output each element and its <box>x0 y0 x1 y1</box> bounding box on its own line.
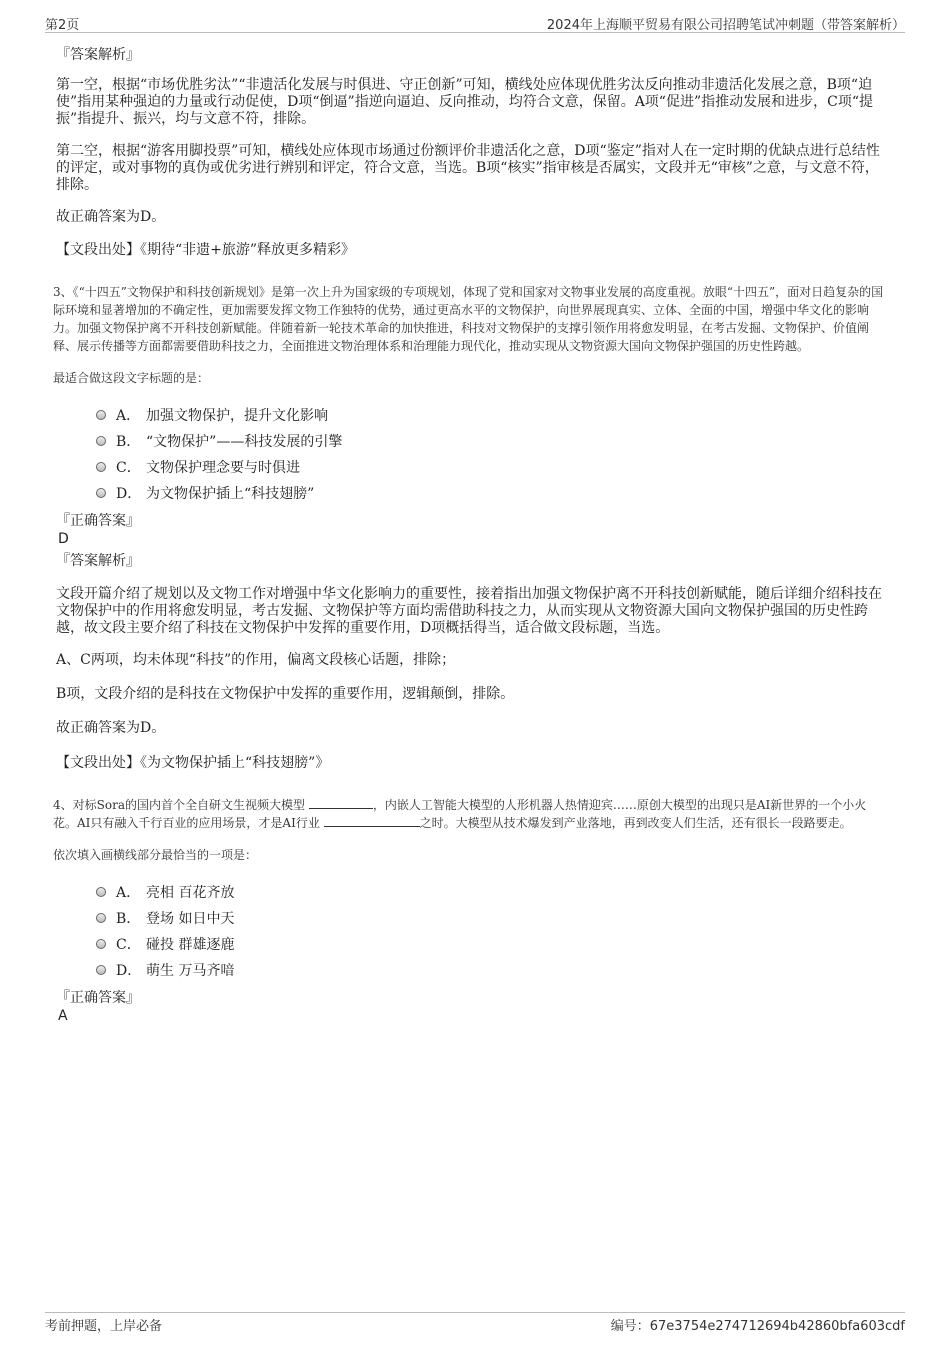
analysis-label: 『答案解析』 <box>56 47 140 63</box>
source-citation: 【文段出处】《为文物保护插上“科技翅膀”》 <box>56 755 330 771</box>
option-c[interactable] <box>96 454 890 480</box>
blank-line <box>324 814 420 827</box>
correct-answer-label: 『正确答案』 <box>56 990 140 1006</box>
analysis-paragraph: 文段开篇介绍了规划以及文物工作对增强中华文化影响力的重要性，接着指出加强文物保护离不开科技创新赋能，随后详细介绍科技在文物保护中的作用将愈发明显，考古发掘、文物保护等方面均需借助科技之力，从而实现从文物资源大国向文物保护强国的历史性跨越，故文段主要介绍了科技在文物保护中发挥的重要作用，D项概括得当，适合做文段标题，当选。 <box>56 586 882 636</box>
page-header <box>45 14 905 33</box>
option-d[interactable] <box>96 480 890 506</box>
radio-icon[interactable] <box>96 913 106 923</box>
option-letter: A． <box>116 408 141 424</box>
radio-icon[interactable] <box>96 488 106 498</box>
option-text: 亮相 百花齐放 <box>146 885 235 901</box>
analysis-conclusion: 故正确答案为D。 <box>56 209 166 225</box>
source-citation: 【文段出处】《期待“非遗+旅游”释放更多精彩》 <box>56 242 356 258</box>
option-text: “文物保护”——科技发展的引擎 <box>146 434 343 450</box>
page-number: 第2页 <box>45 18 80 33</box>
option-b[interactable] <box>96 905 890 931</box>
option-letter: A． <box>116 885 141 901</box>
question-4-text <box>53 796 890 832</box>
radio-icon[interactable] <box>96 436 106 446</box>
question-4-options <box>96 879 890 983</box>
document-title: 2024年上海顺平贸易有限公司招聘笔试冲刺题（带答案解析） <box>546 18 905 33</box>
analysis-paragraph: 第一空，根据“市场优胜劣汰”“非遗活化发展与时俱进、守正创新”可知，横线处应体现优胜劣汰反向推动非遗活化发展之意，B项“迫使”指用某种强迫的力量或行动促使，D项“倒逼”指逆向逼迫、反向推动，均符合文意，保留。A项“促进”指推动发展和进步，C项“提振”指提升、振兴，均与文意不符，排除。 <box>56 77 873 127</box>
option-letter: B． <box>116 911 141 927</box>
option-a[interactable] <box>96 879 890 905</box>
radio-icon[interactable] <box>96 410 106 420</box>
option-text: 文物保护理念要与时俱进 <box>146 460 300 476</box>
question-4-prompt: 依次填入画横线部分最恰当的一项是： <box>53 848 258 862</box>
option-text: 碰投 群雄逐鹿 <box>146 937 235 953</box>
question-4-text-part: ，内嵌人工智能大模型的人形机器人热情迎宾……原创大模型的出现只是AI新世界的一个小火花。AI只有融入千行百业的应用场景，才是AI行业 <box>53 798 867 830</box>
correct-answer-label: 『正确答案』 <box>56 513 140 529</box>
radio-icon[interactable] <box>96 462 106 472</box>
option-letter: D． <box>116 963 142 979</box>
option-letter: C． <box>116 460 141 476</box>
analysis-paragraph: 第二空，根据“游客用脚投票”可知，横线处应体现市场通过份额评价非遗活化之意，D项“鉴定”指对人在一定时期的优缺点进行总结性的评定，或对事物的真伪或优劣进行辨别和评定，符合文意，当选。B项“核实”指审核是否属实，文段并无“审核”之意，与文意不符，排除。 <box>56 143 880 193</box>
radio-icon[interactable] <box>96 887 106 897</box>
option-letter: B． <box>116 434 141 450</box>
option-c[interactable] <box>96 931 890 957</box>
radio-icon[interactable] <box>96 965 106 975</box>
correct-answer: A <box>58 1008 68 1024</box>
question-3-prompt: 最适合做这段文字标题的是： <box>53 371 210 385</box>
option-text: 萌生 万马齐喑 <box>146 963 235 979</box>
option-text: 加强文物保护，提升文化影响 <box>146 408 328 424</box>
analysis-paragraph: B项，文段介绍的是科技在文物保护中发挥的重要作用，逻辑颠倒，排除。 <box>56 686 515 702</box>
option-b[interactable] <box>96 428 890 454</box>
analysis-paragraph: A、C两项，均未体现“科技”的作用，偏离文段核心话题，排除； <box>56 652 456 668</box>
page-footer <box>45 1312 905 1335</box>
option-a[interactable] <box>96 402 890 428</box>
analysis-label: 『答案解析』 <box>56 553 140 569</box>
correct-answer: D <box>58 531 69 547</box>
option-d[interactable] <box>96 957 890 983</box>
question-3-options <box>96 402 890 506</box>
option-text: 为文物保护插上“科技翅膀” <box>146 486 315 502</box>
question-4-text-part: 4、对标Sora的国内首个全自研文生视频大模型 <box>53 798 305 812</box>
question-4-text-part: 之时。大模型从技术爆发到产业落地，再到改变人们生活，还有很长一段路要走。 <box>419 816 852 830</box>
radio-icon[interactable] <box>96 939 106 949</box>
page-content <box>53 46 890 1029</box>
footer-slogan: 考前押题，上岸必备 <box>45 1319 163 1334</box>
option-letter: C． <box>116 937 141 953</box>
question-3-text: 3、《“十四五”文物保护和科技创新规划》是第一次上升为国家级的专项规划，体现了党和国家对文物事业发展的高度重视。放眼“十四五”，面对日趋复杂的国际环境和显著增加的不确定性，更加需要发挥文物工作独特的优势，通过更高水平的文物保护，向世界展现真实、立体、全面的中国，增强中华文化的影响力。加强文物保护离不开科技创新赋能。伴随着新一轮技术革命的加快推进，科技对文物保护的支撑引领作用将愈发明显，在考古发掘、文物保护、价值阐释、展示传播等方面都需要借助科技之力，全面推进文物治理体系和治理能力现代化，推动实现从文物资源大国向文物保护强国的历史性跨越。 <box>53 285 884 353</box>
option-text: 登场 如日中天 <box>146 911 235 927</box>
document-id: 编号：67e3754e274712694b42860bfa603cdf <box>610 1319 905 1334</box>
option-letter: D． <box>116 486 142 502</box>
analysis-conclusion: 故正确答案为D。 <box>56 720 166 736</box>
blank-line <box>309 796 373 809</box>
